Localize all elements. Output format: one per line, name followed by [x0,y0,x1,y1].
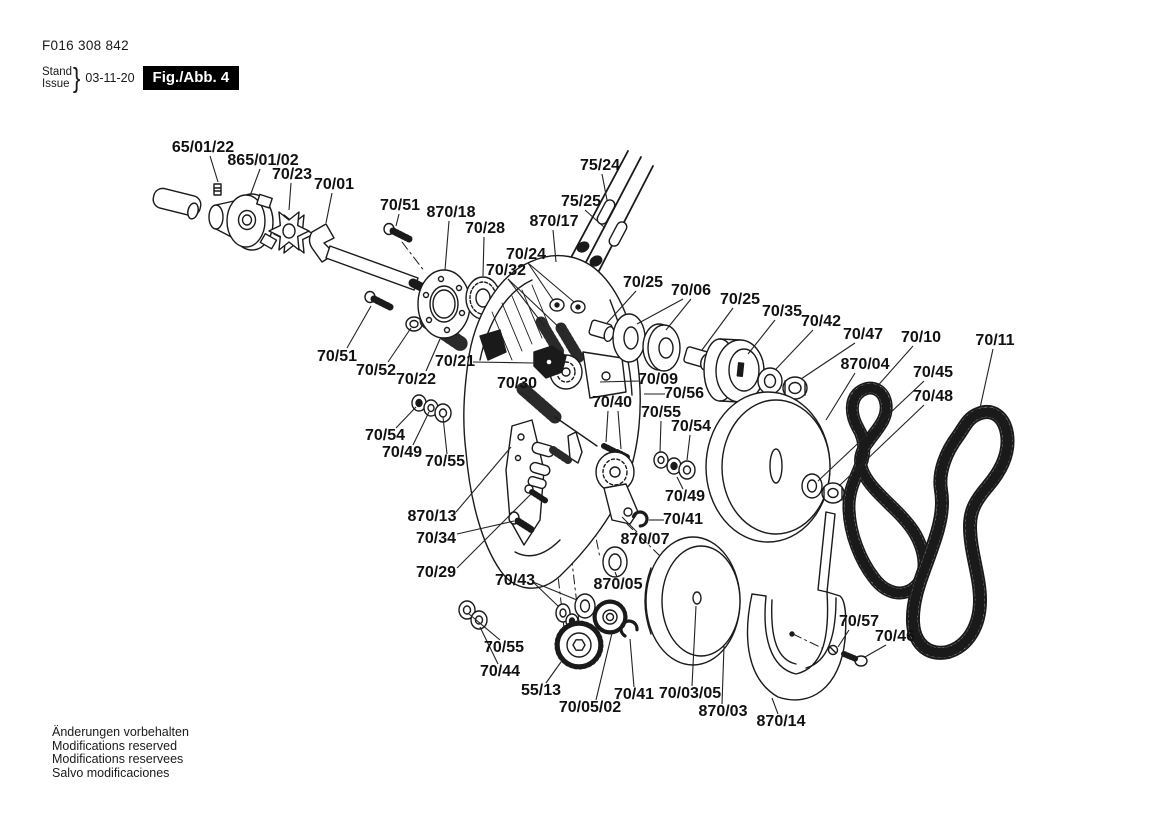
leader-line [748,320,775,354]
leader-line [776,330,813,369]
bearing-flange [418,270,470,338]
star-gear [269,212,314,253]
washer-set [412,395,451,422]
part-label: 70/03/05 [658,685,722,703]
part-label: 870/17 [529,213,579,231]
part-label: 70/42 [800,313,842,331]
leader-line [666,299,691,330]
part-label: 70/57 [838,613,880,631]
part-label: 70/49 [664,488,706,506]
part-label: 55/13 [520,682,562,700]
stand-issue-label: Stand Issue [42,66,73,90]
footer-line: Salvo modificaciones [52,765,170,780]
leader-line [289,183,291,210]
brace-glyph: } [72,62,81,93]
modifications-notice [52,726,189,780]
part-label: 70/34 [415,530,457,548]
part-label: 70/25 [622,274,664,292]
leader-line [347,306,371,348]
part-label: 70/56 [663,385,705,403]
footer-line: Modifications reservees [52,752,184,766]
part-label: 870/14 [756,713,806,731]
part-label: 70/55 [640,404,682,422]
part-label: 70/25 [719,291,761,309]
leader-line [772,698,778,714]
part-label: 70/45 [912,364,954,382]
part-label: 70/01 [313,176,355,194]
leader-line [687,435,690,460]
part-label: 75/24 [579,157,621,175]
leader-line [630,639,634,687]
blade-belt [913,412,1008,653]
leader-line [818,381,924,481]
part-label: 70/41 [613,686,655,704]
drive-belt [849,388,924,593]
leader-line [546,662,561,683]
part-label: 70/43 [494,572,536,590]
gear [557,623,601,667]
part-label: 70/55 [424,453,466,471]
part-label: 70/28 [464,220,506,238]
leader-line [388,328,411,362]
leader-line [413,412,429,445]
header-row [42,62,239,92]
part-label: 70/21 [434,353,476,371]
part-label: 70/51 [316,348,358,366]
leader-line [865,645,886,657]
hex-nut [822,483,844,503]
leader-line [396,407,416,428]
washer-set [654,452,695,479]
leader-line [445,221,449,270]
part-label: 70/10 [900,329,942,347]
blade-pulley [645,537,740,665]
coupling-part [209,194,277,250]
part-label: 870/04 [840,356,890,374]
part-label: 70/49 [381,444,423,462]
part-label: 70/23 [271,166,313,184]
part-label: 865/01/02 [227,152,299,170]
part-label: 65/01/22 [171,139,235,157]
part-label: 70/40 [591,394,633,412]
part-label: 70/05/02 [558,699,622,717]
leader-line [210,156,218,182]
part-label: 70/51 [379,197,421,215]
shaft-part [310,224,437,294]
part-label: 70/22 [395,371,437,389]
issue-date: 03-11-20 [85,71,135,85]
part-label: 75/25 [560,193,602,211]
part-label: 70/54 [364,427,406,445]
part-label: 870/07 [620,531,670,549]
part-label: 70/30 [496,375,538,393]
leader-line [443,417,447,454]
part-label: 870/05 [593,576,643,594]
leader-line [660,421,661,452]
part-label: 870/18 [426,204,476,222]
part-label: 70/54 [670,418,712,436]
set-screw [214,184,221,195]
part-label: 70/55 [483,639,525,657]
part-label: 70/09 [637,371,679,389]
washer [758,368,782,394]
washer [802,474,822,498]
part-label: 70/24 [505,246,547,264]
footer-line: Modifications reserved [52,738,178,753]
part-label: 70/32 [485,262,527,280]
small-pulley [704,339,764,402]
part-label: 70/52 [355,362,397,380]
leader-line [326,193,332,223]
leader-line [396,214,399,226]
part-label: 70/41 [662,511,704,529]
figure-label: Fig./Abb. 4 [143,66,240,90]
part-label: 870/13 [407,508,457,526]
part-label: 70/29 [415,564,457,582]
leader-line [722,646,724,704]
part-label: 70/47 [842,326,884,344]
part-label: 70/48 [912,388,954,406]
part-label: 70/46 [874,628,916,646]
document-number: F016 308 842 [42,38,129,53]
part-label: 70/11 [975,332,1015,350]
part-label: 70/06 [670,282,712,300]
locknut [406,317,422,331]
part-label: 70/44 [479,663,521,681]
drive-pulley [706,392,830,542]
part-label: 870/03 [698,703,748,721]
leader-line [980,349,993,408]
part-label: 70/35 [761,303,803,321]
leader-line [677,477,683,489]
pin-part [151,186,202,219]
leader-line [250,169,260,196]
leader-line [533,582,577,600]
leader-line [483,237,484,276]
footer-line: Änderungen vorbehalten [52,725,189,739]
leader-line [637,299,683,324]
